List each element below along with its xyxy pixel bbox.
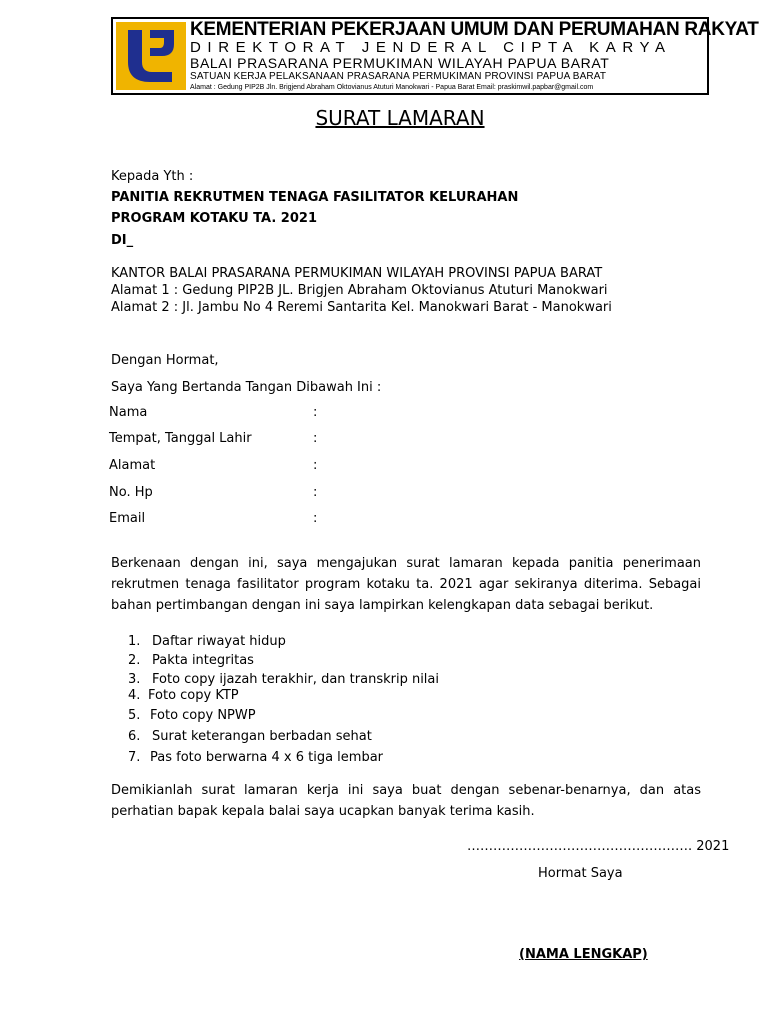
letterhead: [111, 17, 759, 95]
signature-name: (NAMA LENGKAP): [519, 947, 648, 962]
salutation: Dengan Hormat,: [111, 353, 219, 368]
field-label-ttl: Tempat, Tanggal Lahir: [109, 431, 252, 446]
letterhead-satker: SATUAN KERJA PELAKSANAAN PRASARANA PERMUKIMAN PROVINSI PAPUA BARAT: [190, 71, 607, 82]
list-item-number: 1.: [128, 634, 141, 649]
list-item-number: 6.: [128, 728, 141, 744]
letterhead-balai: BALAI PRASARANA PERMUKIMAN WILAYAH PAPUA BARAT: [190, 55, 610, 71]
office-name: KANTOR BALAI PRASARANA PERMUKIMAN WILAYAH PROVINSI PAPUA BARAT: [111, 266, 603, 281]
recipient-greeting: Kepada Yth :: [111, 169, 194, 184]
field-colon: :: [313, 458, 318, 473]
recipient-program: PROGRAM KOTAKU TA. 2021: [111, 211, 317, 226]
signature-date: ……………………………………………. 2021: [467, 839, 730, 854]
letterhead-directorate: DIREKTORAT JENDERAL CIPTA KARYA: [190, 39, 672, 56]
field-colon: :: [313, 431, 318, 446]
list-item-number: 7.: [128, 749, 141, 765]
field-label-alamat: Alamat: [109, 458, 156, 473]
letterhead-text: [190, 19, 759, 92]
office-address-2: Alamat 2 : Jl. Jambu No 4 Reremi Santarita Kel. Manokwari Barat - Manokwari: [111, 300, 612, 315]
list-item-label: Foto copy ijazah terakhir, dan transkrip nilai: [152, 672, 439, 688]
field-colon: :: [313, 405, 318, 420]
list-item-label: Surat keterangan berbadan sehat: [152, 728, 372, 744]
list-item-number: 2.: [128, 653, 141, 669]
field-colon: :: [313, 485, 318, 500]
list-item-number: 5.: [128, 707, 141, 723]
signature-regards: Hormat Saya: [538, 866, 623, 881]
list-item-label: Daftar riwayat hidup: [152, 634, 286, 649]
field-label-nama: Nama: [109, 405, 148, 420]
office-address-1: Alamat 1 : Gedung PIP2B JL. Brigjen Abraham Oktovianus Atuturi Manokwari: [111, 283, 608, 298]
list-item-label: Foto copy NPWP: [150, 707, 256, 723]
document-title: SURAT LAMARAN: [315, 106, 485, 130]
recipient-committee: PANITIA REKRUTMEN TENAGA FASILITATOR KELURAHAN: [111, 190, 519, 205]
pu-ministry-logo-icon: [116, 22, 186, 90]
list-item-label: Foto copy KTP: [148, 688, 239, 704]
list-item-number: 3.: [128, 672, 141, 688]
closing-paragraph: Demikianlah surat lamaran kerja ini saya buat dengan sebenar-benarnya, dan atas perhatian bapak kepala balai saya ucapkan banyak terima kasih.: [111, 783, 701, 819]
field-colon: :: [313, 511, 318, 526]
intro-line: Saya Yang Bertanda Tangan Dibawah Ini :: [111, 380, 382, 395]
list-item-label: Pakta integritas: [152, 653, 254, 669]
list-item-number: 4.: [128, 688, 141, 704]
letterhead-ministry: KEMENTERIAN PEKERJAAN UMUM DAN PERUMAHAN RAKYAT: [190, 19, 759, 40]
field-label-hp: No. Hp: [109, 485, 153, 500]
list-item-label: Pas foto berwarna 4 x 6 tiga lembar: [150, 749, 384, 765]
letterhead-address: Alamat : Gedung PIP2B Jln. Brigjend Abraham Oktovianus Atuturi Manokwari - Papua Barat Email: praskimwil.papbar@gmail.com: [190, 84, 594, 91]
body-paragraph: Berkenaan dengan ini, saya mengajukan surat lamaran kepada panitia penerimaan rekrutmen tenaga fasilitator program kotaku ta. 2021 agar sekiranya diterima. Sebagai bahan pertimbangan dengan ini saya lampirkan kelengkapan data sebagai berikut.: [111, 556, 701, 613]
recipient-di: DI_: [111, 233, 134, 248]
field-label-email: Email: [109, 511, 146, 526]
